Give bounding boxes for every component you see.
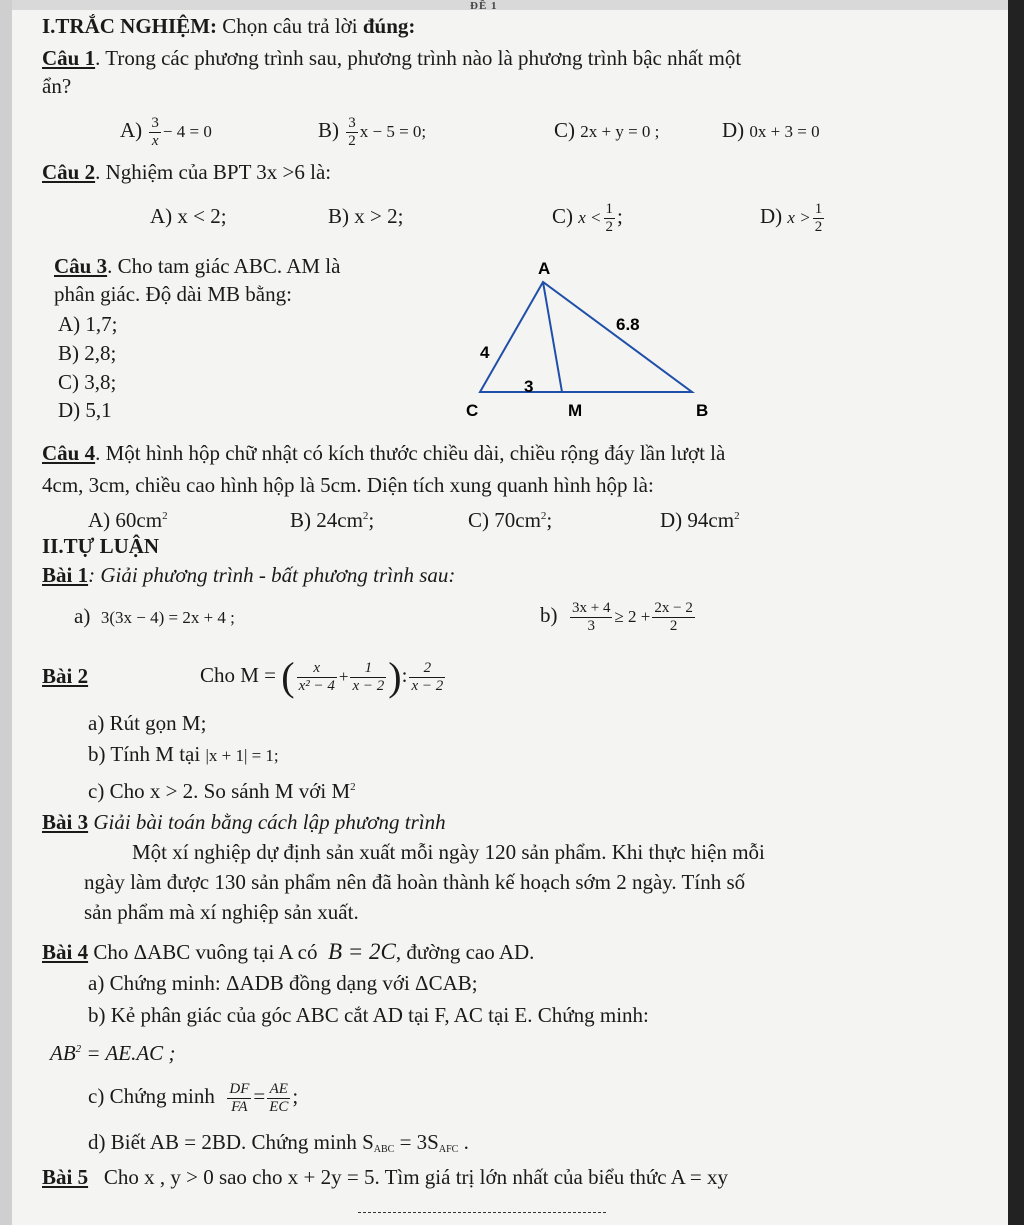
bai2-f1-den: x² − 4 (298, 677, 335, 694)
bai4-c-pre: c) Chứng minh (88, 1084, 215, 1108)
bai2-expression (200, 648, 447, 702)
bai3-title: Giải bài toán bằng cách lập phương trình (93, 810, 446, 834)
q4-text-line2: 4cm, 3cm, chiều cao hình hộp là 5cm. Diện tích xung quanh hình hộp là: (42, 473, 654, 497)
bai1-b-num1: 3x + 4 (572, 599, 611, 616)
q1-a-rest: − 4 = 0 (162, 122, 212, 141)
bai5-line (42, 1165, 728, 1189)
side-ab-label: 6.8 (616, 315, 640, 334)
bai2-f2-num: 1 (350, 660, 386, 678)
section1-instruction-normal: Chọn câu trả lời (222, 14, 363, 38)
bai4-b-formula-post: = AE.AC ; (86, 1041, 176, 1065)
bai4-c-end: ; (292, 1084, 299, 1108)
q2-c-label: C) (552, 204, 573, 228)
bai4-a: a) Chứng minh: ΔADB đồng dạng với ΔCAB; (88, 971, 478, 995)
q1-line1 (42, 46, 741, 70)
bai1-a-text: 3(3x − 4) = 2x + 4 ; (100, 608, 235, 627)
q1-a-label: A) (120, 118, 143, 142)
triangle-figure (452, 252, 752, 422)
q2-d-fraction (813, 201, 825, 236)
point-m-label: M (568, 401, 583, 420)
bai2-open-paren: ( (281, 654, 295, 700)
bai4-d-sub2: AFC (438, 1144, 459, 1155)
q1-label: Câu 1 (42, 46, 96, 70)
q1-b-rest: x − 5 = 0; (359, 122, 427, 141)
bai4-c-num1: DF (229, 1080, 250, 1097)
bai2-f1-num: x (297, 660, 337, 678)
bai4-d (88, 1130, 469, 1162)
q2-c-post: ; (617, 204, 623, 228)
bai1-line (42, 563, 455, 587)
q4-option-d (660, 504, 740, 532)
exam-number: ĐỀ 1 (470, 0, 498, 12)
q3-option-b: B) 2,8; (58, 341, 117, 365)
q1-d-text: 0x + 3 = 0 (749, 122, 820, 141)
bai4-c-den1: FA (231, 1098, 248, 1115)
bai4-d-pre: d) Biết AB = 2BD. Chứng minh S (88, 1130, 374, 1154)
bai2-f3-den: x − 2 (411, 677, 444, 694)
q4-a-text: A) 60cm (88, 508, 163, 532)
bai2-colon: : (401, 663, 408, 687)
bai3-line1: Một xí nghiệp dự định sản xuất mỗi ngày 120 sản phẩm. Khi thực hiện mỗi (132, 840, 765, 864)
q2-d-pre: x > (787, 208, 811, 227)
bai4-intro-end: , đường cao AD. (395, 940, 535, 964)
q3-label: Câu 3 (54, 254, 108, 278)
section2-title: II.TỰ LUẬN (42, 534, 160, 558)
q2-option-b: B) x > 2; (328, 204, 404, 228)
q1-option-c (554, 118, 659, 144)
bai4-c-den2: EC (269, 1098, 289, 1115)
bisector-am (543, 282, 562, 392)
q4-option-c (468, 504, 552, 532)
q2-option-c (552, 194, 623, 238)
q1-c-label: C) (554, 118, 575, 142)
bai4-b: b) Kẻ phân giác của góc ABC cắt AD tại F, AC tại E. Chứng minh: (88, 1003, 649, 1027)
q2-c-fraction (604, 201, 616, 236)
top-edge (0, 0, 1024, 10)
bai2-c-sup: 2 (350, 781, 356, 793)
bai2-close-paren: ) (388, 654, 402, 700)
q4-option-a (88, 504, 168, 532)
q2-d-den: 2 (814, 218, 823, 235)
q3-option-d: D) 5,1 (58, 398, 112, 422)
segment-cm-label: 3 (524, 377, 534, 396)
bai2-b (88, 742, 279, 768)
q1-text-line1: . Trong các phương trình sau, phương trình nào là phương trình bậc nhất một (95, 46, 742, 70)
bai5-text: Cho x , y > 0 sao cho x + 2y = 5. Tìm giá trị lớn nhất của biểu thức A = xy (103, 1165, 728, 1189)
q3-option-a: A) 1,7; (58, 312, 118, 336)
q2-option-d (760, 194, 826, 238)
bai4-d-sub1: ABC (373, 1144, 395, 1155)
q1-b-num: 3 (348, 114, 356, 131)
bai4-d-end: . (463, 1130, 469, 1154)
bai2-b-pre: b) Tính M tại (88, 742, 201, 766)
bai4-c (88, 1072, 298, 1120)
bai2-fraction3 (409, 660, 445, 695)
bai4-c-eq: = (253, 1084, 266, 1108)
bai4-b-formula-pre: AB (50, 1041, 76, 1065)
q4-option-b (290, 504, 374, 532)
bai4-line (42, 940, 534, 964)
bai2-fraction1 (297, 660, 337, 695)
q4-d-sup: 2 (734, 510, 740, 522)
bai2-b-expr: |x + 1| = 1; (205, 746, 279, 765)
bai3-heading (42, 810, 446, 834)
q1-a-fraction (149, 115, 161, 150)
bai4-b-formula (50, 1037, 175, 1065)
side-ac-label: 4 (480, 343, 490, 362)
bai2-plus: + (338, 667, 349, 686)
q2-line (42, 160, 331, 184)
q4-b-text: B) 24cm (290, 508, 363, 532)
bai1-b-mid: ≥ 2 + (614, 607, 651, 626)
bai3-line3: sản phẩm mà xí nghiệp sản xuất. (84, 900, 359, 924)
q4-line1 (42, 441, 725, 465)
bai2-c (88, 775, 356, 803)
vertex-a-label: A (538, 259, 551, 278)
vertex-c-label: C (466, 401, 479, 420)
bai3-line2: ngày làm được 130 sản phẩm nên đã hoàn thành kế hoạch sớm 2 ngày. Tính số (84, 870, 746, 894)
bai2-c-pre: c) Cho x > 2. So sánh M với M (88, 779, 351, 803)
vertex-b-label: B (696, 401, 709, 420)
q4-c-sup: 2 (540, 510, 547, 522)
bai1-instruction: : Giải phương trình - bất phương trình sau: (88, 563, 456, 587)
q1-b-label: B) (318, 118, 339, 142)
bai4-c-fraction2 (267, 1081, 290, 1116)
q2-d-label: D) (760, 204, 783, 228)
q4-a-sup: 2 (162, 510, 168, 522)
bai4-label: Bài 4 (42, 940, 89, 964)
q1-b-fraction (346, 115, 358, 150)
q2-d-num: 1 (814, 200, 823, 217)
triangle-abc (480, 282, 692, 392)
bai1-a (74, 604, 235, 630)
q1-option-b (318, 108, 426, 152)
bai2-intro: Cho M = (200, 663, 277, 687)
footer-divider (358, 1212, 606, 1213)
bai4-c-num2: AE (267, 1081, 290, 1099)
bai2-f2-den: x − 2 (352, 677, 385, 694)
bai1-b (540, 592, 697, 638)
bai4-formula: B = 2C (327, 939, 396, 964)
q4-b-end: ; (368, 508, 375, 532)
q4-c-text: C) 70cm (468, 508, 541, 532)
bai1-b-den1: 3 (587, 617, 595, 634)
bai1-b-fraction1 (570, 600, 612, 635)
bai4-intro: Cho ΔABC vuông tại A có (93, 940, 318, 964)
right-edge (1008, 0, 1024, 1225)
bai4-b-formula-sup: 2 (75, 1043, 82, 1055)
q2-c-num: 1 (605, 200, 614, 217)
q1-d-label: D) (722, 118, 745, 142)
q4-text-line1: . Một hình hộp chữ nhật có kích thước chiều dài, chiều rộng đáy lần lượt là (95, 441, 726, 465)
q1-text-line2: ẩn? (42, 74, 72, 98)
q4-label: Câu 4 (42, 441, 96, 465)
q3-line1 (54, 254, 340, 278)
bai4-c-fraction1 (227, 1081, 251, 1116)
q2-option-a: A) x < 2; (150, 204, 227, 228)
q2-label: Câu 2 (42, 160, 96, 184)
bai1-b-fraction2 (652, 600, 694, 635)
q1-b-den: 2 (348, 132, 356, 149)
q1-c-text: 2x + y = 0 ; (580, 122, 660, 141)
q3-text-line2: phân giác. Độ dài MB bằng: (54, 282, 292, 306)
section1-title: I.TRẮC NGHIỆM: (42, 14, 218, 38)
q1-option-d (722, 118, 820, 144)
q1-a-den: x (151, 132, 159, 149)
bai5-label: Bài 5 (42, 1165, 89, 1189)
q4-d-text: D) 94cm (660, 508, 735, 532)
q3-option-c: C) 3,8; (58, 370, 117, 394)
q4-b-sup: 2 (362, 510, 369, 522)
q2-c-den: 2 (605, 218, 614, 235)
bai2-label: Bài 2 (42, 664, 89, 688)
q1-option-a (120, 108, 212, 152)
bai1-a-label: a) (74, 604, 91, 628)
bai1-b-den2: 2 (669, 617, 678, 634)
section1-heading (42, 14, 415, 38)
q1-a-num: 3 (151, 114, 159, 131)
q3-text-line1: . Cho tam giác ABC. AM là (107, 254, 341, 278)
bai1-b-label: b) (540, 603, 558, 627)
bai2-f3-num: 2 (409, 660, 445, 678)
q2-c-pre: x < (578, 208, 602, 227)
bai1-b-num2: 2x − 2 (654, 599, 693, 616)
bai3-label: Bài 3 (42, 810, 89, 834)
q2-text: . Nghiệm của BPT 3x >6 là: (95, 160, 332, 184)
bai4-d-mid: = 3S (399, 1130, 439, 1154)
bai1-label: Bài 1 (42, 563, 89, 587)
bai2-fraction2 (350, 660, 386, 695)
bai2-a: a) Rút gọn M; (88, 711, 207, 735)
q4-c-end: ; (546, 508, 553, 532)
section1-instruction-bold: đúng: (362, 14, 416, 38)
left-edge (0, 0, 12, 1225)
